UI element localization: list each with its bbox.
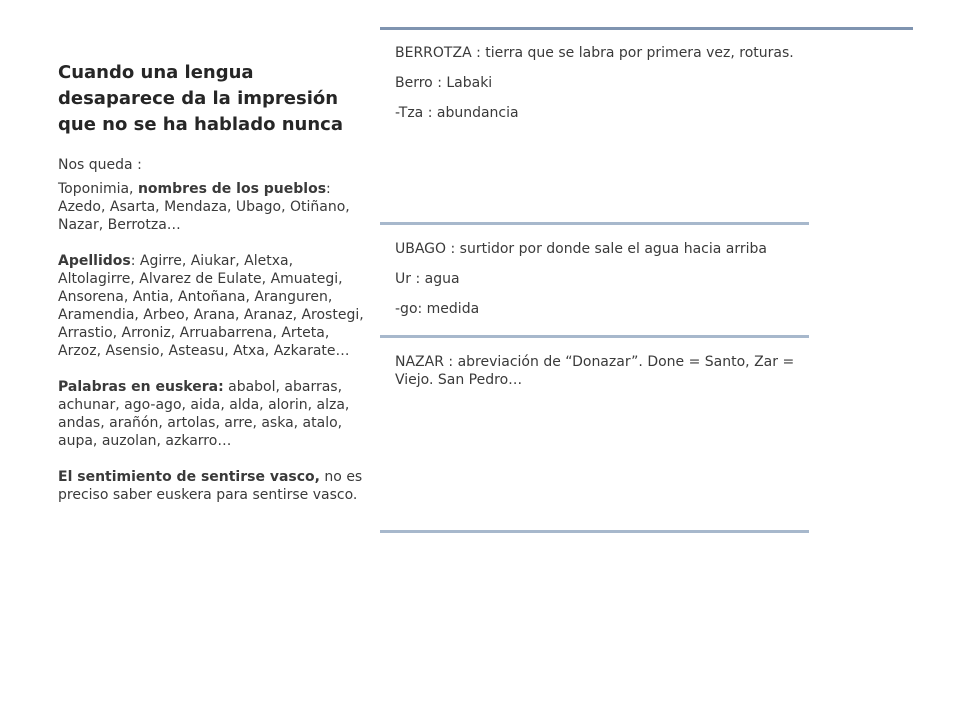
toponimia-rest: : Azedo, Asarta, Mendaza, Ubago, Otiñano, Nazar, Berrotza… xyxy=(58,181,350,233)
divider-3 xyxy=(380,530,809,533)
ubago-box xyxy=(395,240,805,330)
top-divider xyxy=(380,27,913,30)
sentimiento-rest: no es preciso saber euskera para sentirse vasco. xyxy=(58,469,363,503)
divider-2 xyxy=(380,335,809,338)
apellidos-paragraph xyxy=(58,252,373,360)
left-content xyxy=(58,156,373,504)
toponimia-lead: Toponimia, xyxy=(58,181,138,197)
berrotza-root: Berro : Labaki xyxy=(395,75,493,91)
nazar-box xyxy=(395,353,805,401)
nazar-definition: NAZAR : abreviación de “Donazar”. Done = Santo, Zar = Viejo. San Pedro… xyxy=(395,354,795,388)
palabras-rest: ababol, abarras, achunar, ago-ago, aida, alda, alorin, alza, andas, arañón, artolas, arre, aska, atalo, aupa, auzolan, azkarro… xyxy=(58,379,350,449)
apellidos-rest: : Agirre, Aiukar, Aletxa, Altolagirre, Alvarez de Eulate, Amuategi, Ansorena, Antia, Antoñana, Aranguren, Aramendia, Arbeo, Arana, Aranaz, Arostegi, Arrastio, Arroniz, Arruabarrena, Arteta, Arzoz, Asensio, Asteasu, Atxa, Azkarate… xyxy=(58,253,364,359)
ubago-suffix: -go: medida xyxy=(395,301,480,317)
slide-title: Cuando una lengua desaparece da la impresión que no se ha hablado nunca xyxy=(58,62,343,135)
palabras-paragraph xyxy=(58,378,373,450)
berrotza-box xyxy=(395,44,805,134)
ubago-definition: UBAGO : surtidor por donde sale el agua hacia arriba xyxy=(395,241,767,257)
sentimiento-paragraph xyxy=(58,468,373,504)
intro-text: Nos queda : xyxy=(58,157,142,173)
toponimia-paragraph xyxy=(58,180,373,234)
berrotza-definition: BERROTZA : tierra que se labra por primera vez, roturas. xyxy=(395,45,794,61)
palabras-bold: Palabras en euskera: xyxy=(58,379,224,395)
apellidos-bold: Apellidos xyxy=(58,253,131,269)
ubago-root: Ur : agua xyxy=(395,271,460,287)
divider-1 xyxy=(380,222,809,225)
toponimia-bold: nombres de los pueblos xyxy=(137,181,327,197)
berrotza-suffix: -Tza : abundancia xyxy=(395,105,519,121)
sentimiento-bold: El sentimiento de sentirse vasco, xyxy=(58,469,320,485)
